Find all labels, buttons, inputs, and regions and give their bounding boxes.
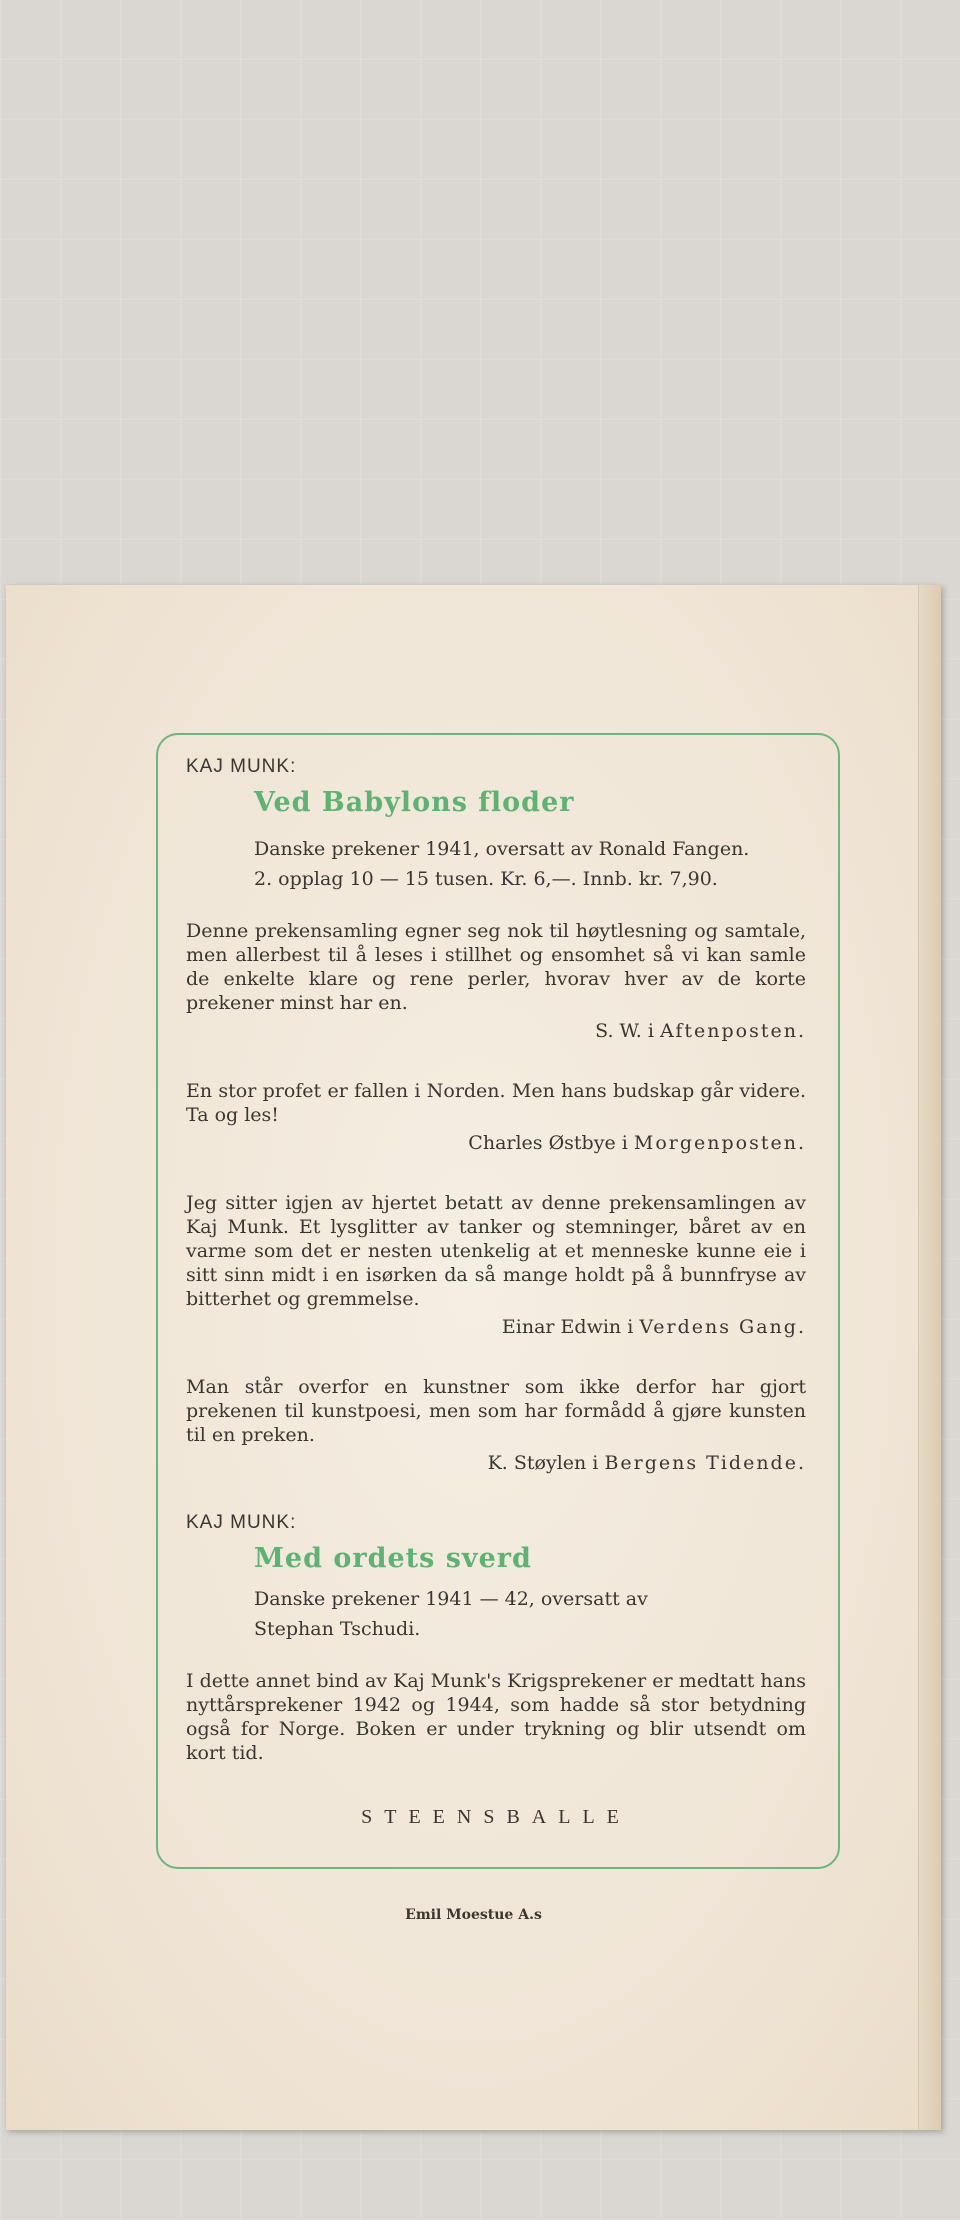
signature-person: K. Støylen i	[487, 1452, 599, 1474]
book-title-1: Ved Babylons floder	[254, 787, 575, 818]
scanner-background-top	[0, 0, 960, 585]
author-heading-2: KAJ MUNK:	[186, 1512, 297, 1533]
pub-line-2: Stephan Tschudi.	[254, 1618, 421, 1640]
pub-line-1: Danske prekener 1941, oversatt av Ronald Fangen.	[254, 838, 750, 860]
signature-person: Einar Edwin i	[501, 1316, 634, 1338]
signature-paper: Aftenposten.	[659, 1020, 806, 1042]
book-description-2: I dette annet bind av Kaj Munk's Krigsprekener er medtatt hans nyttårsprekener 1942 og 1944, som hadde så stor betydning også for Norge. Boken er under trykning og blir utsendt om kort tid.	[186, 1670, 806, 1764]
book-spine-edge	[918, 585, 941, 2130]
publication-info-2	[254, 1587, 806, 1641]
review-text-3: Jeg sitter igjen av hjertet betatt av denne prekensamlingen av Kaj Munk. Et lysglitter av tanker og stemninger, båret av en varme som det er nesten utenkelig at et menneske kunne eie i sitt sinn midt i en isørken da så mange holdt på å bunnfryse av bitterhet og gremmelse.	[186, 1192, 806, 1310]
pub-line-1: Danske prekener 1941 — 42, oversatt av	[254, 1588, 648, 1610]
review-signature-2	[186, 1131, 806, 1155]
signature-paper: Verdens Gang.	[639, 1316, 806, 1338]
book-title-2: Med ordets sverd	[254, 1543, 532, 1574]
signature-person: S. W. i	[595, 1020, 654, 1042]
signature-person: Charles Østbye i	[468, 1132, 628, 1154]
printer-credit: Emil Moestue A.s	[405, 1907, 542, 1923]
cover-text-block	[186, 755, 806, 1829]
book-back-cover	[6, 585, 941, 2130]
review-text-2: En stor profet er fallen i Norden. Men hans budskap går videre. Ta og les!	[186, 1080, 806, 1126]
publication-info-1	[254, 837, 806, 891]
pub-line-2: 2. opplag 10 — 15 tusen. Kr. 6,—. Innb. kr. 7,90.	[254, 868, 718, 890]
review-signature-4	[186, 1451, 806, 1475]
review-signature-3	[186, 1315, 806, 1339]
signature-paper: Morgenposten.	[633, 1132, 806, 1154]
author-heading-1: KAJ MUNK:	[186, 756, 297, 777]
review-signature-1	[186, 1019, 806, 1043]
review-text-1: Denne prekensamling egner seg nok til høytlesning og samtale, men allerbest til å leses i stillhet og ensomhet så vi kan samle de enkelte klare og rene perler, hvorav hver av de korte prekener minst har en.	[186, 920, 806, 1014]
signature-paper: Bergens Tidende.	[604, 1452, 806, 1474]
publisher-name: STEENSBALLE	[361, 1806, 631, 1828]
scanner-background-bottom	[0, 2130, 960, 2220]
review-text-4: Man står overfor en kunstner som ikke derfor har gjort prekenen til kunstpoesi, men som har formådd å gjøre kunsten til en preken.	[186, 1376, 806, 1446]
